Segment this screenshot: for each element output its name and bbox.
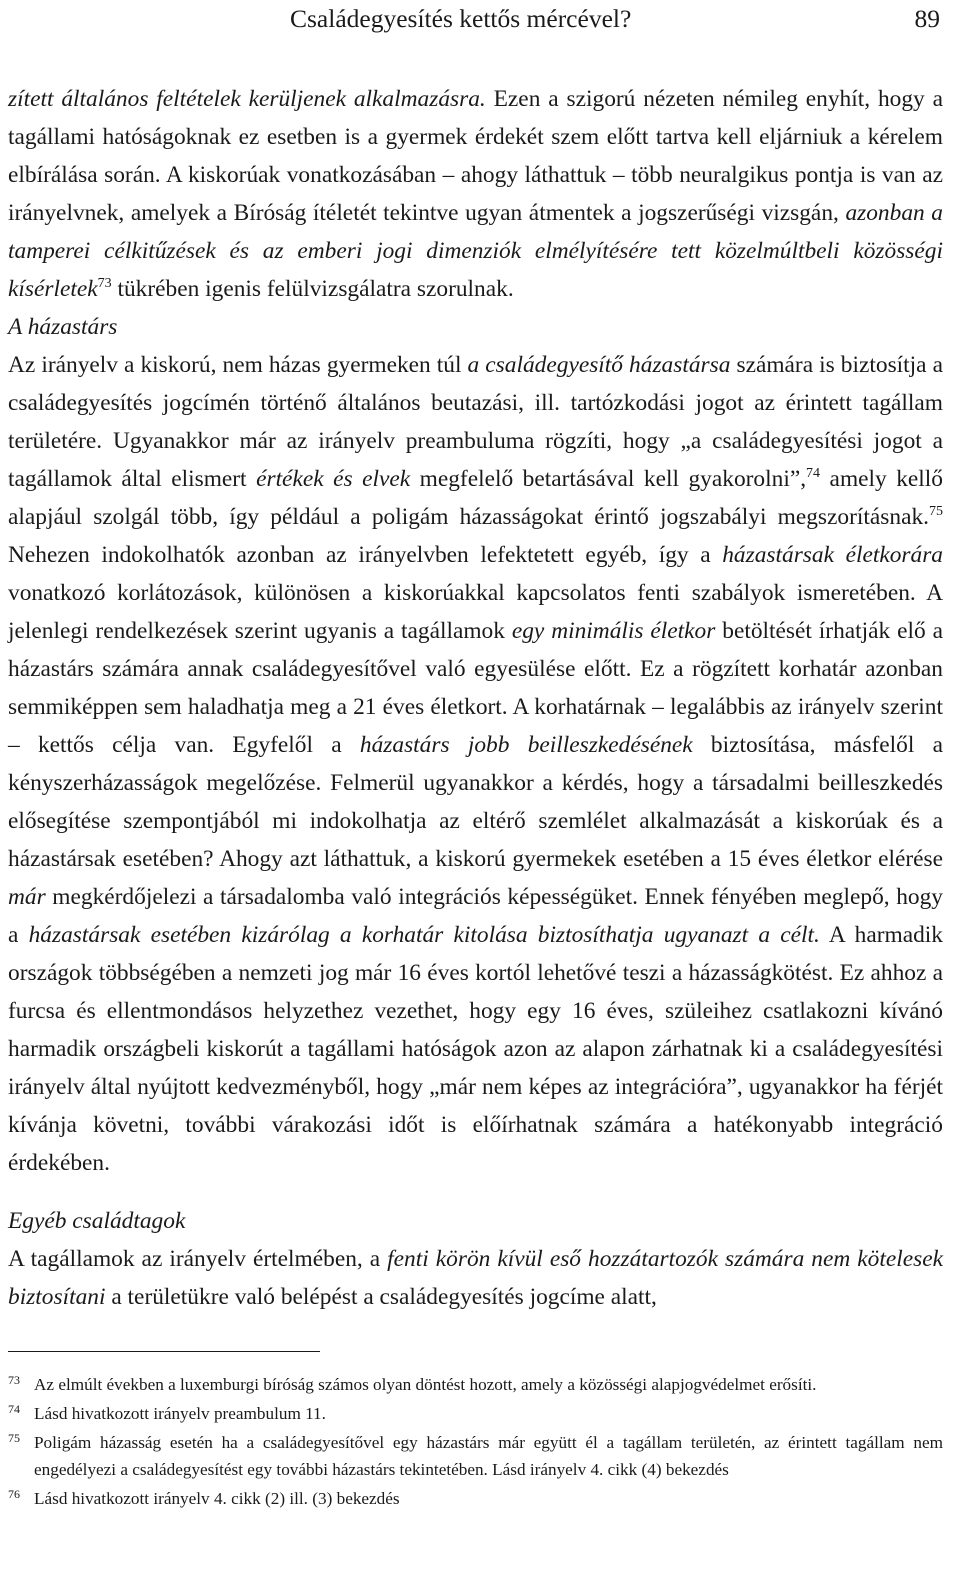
running-title: Családegyesítés kettős mércével? <box>290 4 632 33</box>
text-span: Ezen a szigorú nézeten némileg enyhít, hogy a tagállami hatóságoknak ez esetben is a gyermek érdekét szem előtt tartva kell eljárniuk a kérelem elbírálása során. A kiskorúak vonatkozásában – ahogy láthattuk – több neuralgikus pontja is van az irányelvnek, amelyek a Bíróság ítéletét tekintve ugyan átmentek a jogszerűségi vizsgán, <box>8 86 943 226</box>
footnote-number: 76 <box>8 1487 20 1501</box>
footnote-number: 74 <box>8 1402 20 1416</box>
footnote-73 <box>8 1371 943 1398</box>
italic-span: azonban a tamperei célkitűzések és az emberi jogi dimenziók elmélyítésére tett közelmúltbeli közösségi kísérletek <box>8 200 943 302</box>
paragraph-other-family <box>8 1240 943 1316</box>
text-span: A harmadik országok többségében a nemzeti jog már 16 éves kortól lehetővé teszi a házasságkötést. Ez ahhoz a furcsa és ellentmondásos helyzethez vezethet, hogy egy 16 éves, szüleihez csatlakozni kívánó harmadik országbeli kiskorút a tagállami hatóságok azon az alapon zárhatnak ki a családegyesítési irányelv által nyújtott kedvezményből, hogy „már nem képes az integrációra”, ugyanakkor ha férjét kívánja követni, további várakozási időt is előírhatnak számára a hatékonyabb integráció érdekében. <box>8 922 943 1176</box>
text-span: vonatkozó korlátozások, különösen a kiskorúakkal kapcsolatos fenti szabályok ismeretében. A jelenlegi rendelkezések szerint ugyanis a tagállamok <box>8 580 943 644</box>
text-span: a területükre való belépést a családegyesítés jogcíme alatt, <box>105 1284 657 1310</box>
page-header <box>0 2 960 36</box>
text-span: számára is biztosítja a családegyesítés jogcímén történő általános beutazási, ill. tartózkodási jogot az érintett tagállam területére. Ugyanakkor már az irányelv preambuluma rögzíti, hogy „a családegyesítési jogot a tagállamok által elismert <box>8 352 943 492</box>
text-span: tükrében igenis felülvizsgálatra szorulnak. <box>111 276 514 302</box>
text-span: A tagállamok az irányelv értelmében, a <box>8 1246 388 1272</box>
text-span: megfelelő betartásával kell gyakorolni”, <box>410 466 807 492</box>
text-span: megkérdőjelezi a társadalomba való integrációs képességüket. Ennek fényében meglepő, hogy a <box>8 884 943 948</box>
italic-span: egy minimális életkor <box>511 618 716 644</box>
italic-span: már <box>8 884 46 910</box>
footnote-text: Poligám házasság esetén ha a családegyesítővel egy házastárs már együtt él a tagállam területén, az érintett tagállam nem engedélyezi a családegyesítést egy további házastárs tekintetében. Lásd irányelv 4. cikk (4) bekezdés <box>34 1433 943 1479</box>
section-heading-other-family: Egyéb családtagok <box>8 1208 186 1234</box>
footnote-ref-75[interactable]: 75 <box>929 504 943 520</box>
footnote-number: 73 <box>8 1373 20 1387</box>
italic-span: zített általános feltételek kerüljenek alkalmazásra. <box>8 86 486 112</box>
text-span: betöltését írhatják elő a házastárs számára annak családegyesítővel való egyesülése előtt. Ez a rögzített korhatár azonban semmiképpen sem haladhatja meg a 21 éves életkort. A korhatárnak – legalábbis az irányelv szerint – kettős célja van. Egyfelől a <box>8 618 944 758</box>
italic-span: a családegyesítő házastársa <box>467 352 731 378</box>
text-span: Nehezen indokolhatók azonban az irányelvben lefektetett egyéb, így a <box>8 542 723 568</box>
footnotes <box>8 1371 943 1514</box>
paragraph-continued <box>8 80 943 308</box>
footnote-text: Lásd hivatkozott irányelv 4. cikk (2) ill. (3) bekezdés <box>34 1489 400 1508</box>
footnote-divider <box>8 1351 320 1352</box>
text-span: Az irányelv a kiskorú, nem házas gyermeken túl <box>8 352 468 378</box>
footnote-74 <box>8 1400 943 1427</box>
paragraph-spouse <box>8 346 943 1182</box>
footnote-ref-74[interactable]: 74 <box>806 466 821 482</box>
footnote-number: 75 <box>8 1431 20 1445</box>
main-text <box>8 80 943 1316</box>
italic-span: fenti körön kívül eső hozzátartozók számára nem kötelesek biztosítani <box>8 1246 944 1310</box>
footnote-ref-73[interactable]: 73 <box>97 276 112 292</box>
footnote-76 <box>8 1485 943 1512</box>
italic-span: házastársak esetében kizárólag a korhatár kitolása biztosíthatja ugyanazt a célt. <box>28 922 820 948</box>
page-number: 89 <box>914 4 940 33</box>
italic-span: értékek és elvek <box>256 466 411 492</box>
footnote-text: Lásd hivatkozott irányelv preambulum 11. <box>34 1404 326 1423</box>
italic-span: házastárs jobb beilleszkedésének <box>359 732 693 758</box>
text-span: amely kellő alapjául szolgál több, így például a poligám házasságokat érintő jogszabályi megszorításnak. <box>8 466 943 530</box>
italic-span: házastársak életkorára <box>722 542 944 568</box>
text-span: biztosítása, másfelől a kényszerházasságok megelőzése. Felmerül ugyanakkor a kérdés, hogy a társadalmi beilleszkedés elősegítése szempontjából mi indokolhatja az eltérő szemlélet alkalmazását a kiskorúak és a házastársak esetében? Ahogy azt láthattuk, a kiskorú gyermekek esetében a 15 éves életkor elérése <box>8 732 943 872</box>
section-heading-spouse: A házastárs <box>8 314 118 340</box>
footnote-75 <box>8 1429 943 1483</box>
footnote-text: Az elmúlt években a luxemburgi bíróság számos olyan döntést hozott, amely a közösségi alapjogvédelmet erősíti. <box>34 1375 817 1394</box>
